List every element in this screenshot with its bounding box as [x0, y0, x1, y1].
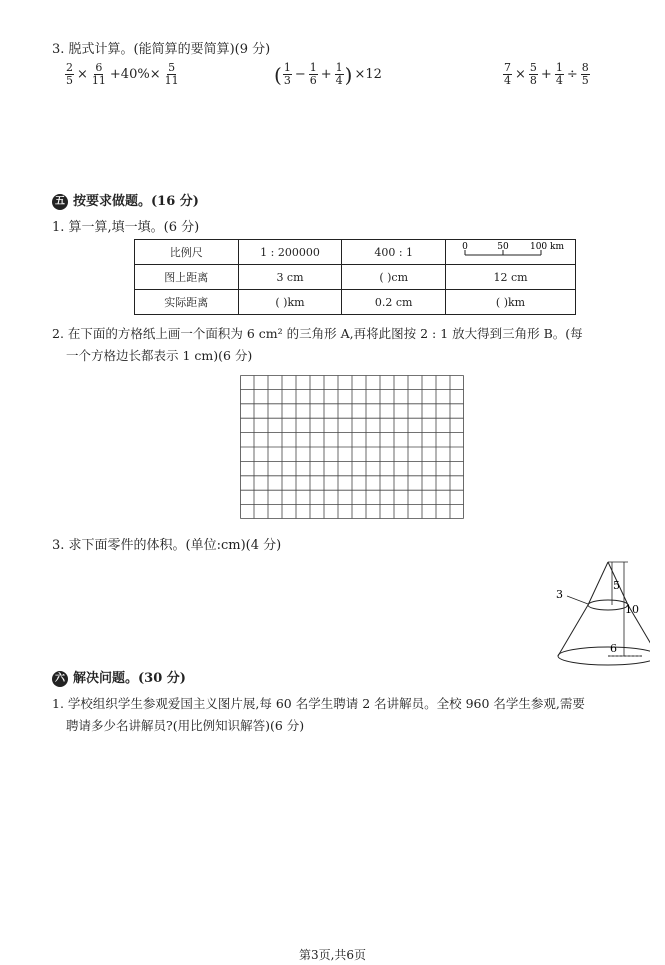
label-bottom-radius: 6 [610, 642, 617, 655]
section-badge: 六 [52, 671, 68, 687]
table-cell: ( )km [446, 290, 576, 315]
line-scale-cell [446, 240, 576, 265]
question-3-title: 3. 脱式计算。(能简算的要简算)(9 分) [52, 42, 271, 57]
problem-1-line2: 聘请多少名讲解员?(用比例知识解答)(6 分) [66, 718, 305, 733]
part-diagram [550, 556, 650, 670]
fraction: $\frac{1}{4}$ [555, 61, 563, 87]
table-cell: 1 : 200000 [238, 240, 342, 265]
expression-1: $\frac{2}{5}$ × $\frac{6}{11}$ +40%× $\frac{5}{11}$ [66, 61, 179, 87]
expression-3: $\frac{7}{4}$ × $\frac{5}{8}$ + $\frac{1}{4}$ ÷ $\frac{8}{5}$ [504, 61, 589, 87]
table-cell: ( )km [238, 290, 342, 315]
table-cell: 0.2 cm [342, 290, 446, 315]
label-upper-height: 5 [613, 579, 620, 592]
fraction: $\frac{5}{8}$ [529, 61, 537, 87]
scale-tick-label: 100 km [529, 241, 564, 252]
table-cell: 400 : 1 [342, 240, 446, 265]
question-2-line1: 2. 在下面的方格纸上画一个面积为 6 cm² 的三角形 A,再将此图按 2 : 1 放大得到三角形 B。(每 [52, 326, 583, 341]
problem-1-line1: 1. 学校组织学生参观爱国主义图片展,每 60 名学生聘请 2 名讲解员。全校 960 名学生参观,需要 [52, 696, 585, 711]
fraction: $\frac{1}{4}$ [335, 61, 343, 87]
page-footer: 第3页,共6页 [298, 948, 367, 962]
fraction: $\frac{6}{11}$ [91, 61, 106, 87]
table-cell: ( )cm [342, 265, 446, 290]
cone-edge [588, 562, 608, 605]
fraction: $\frac{1}{6}$ [309, 61, 317, 87]
fraction: $\frac{5}{11}$ [164, 61, 179, 87]
section-title: 按要求做题。(16 分) [73, 194, 199, 209]
expression-2: ( $\frac{1}{3}$ − $\frac{1}{6}$ + $\frac{1}{4}$ ) ×12 [274, 61, 382, 87]
question-3-volume-title: 3. 求下面零件的体积。(单位:cm)(4 分) [52, 538, 282, 553]
row-header: 实际距离 [135, 290, 239, 315]
table-cell: 3 cm [238, 265, 342, 290]
label-total-height: 10 [625, 603, 639, 616]
table-row [135, 265, 576, 290]
label-top-radius: 3 [556, 588, 563, 601]
section-badge: 五 [52, 194, 68, 210]
question-1-title: 1. 算一算,填一填。(6 分) [52, 220, 200, 235]
top-ellipse [588, 600, 628, 610]
scale-table [134, 239, 576, 315]
scale-tick-label: 50 [496, 241, 509, 252]
row-header: 图上距离 [135, 265, 239, 290]
fraction: $\frac{2}{5}$ [66, 61, 73, 87]
question-2-line2: 一个方格边长都表示 1 cm)(6 分) [66, 348, 253, 363]
section-5-heading [52, 190, 199, 210]
table-cell: 12 cm [446, 265, 576, 290]
grid-lines [241, 376, 464, 519]
section-6-heading [52, 667, 186, 687]
table-row [135, 240, 576, 265]
radius-leader [567, 596, 588, 604]
fraction: $\frac{8}{5}$ [581, 61, 589, 87]
scale-tick-label: 0 [461, 241, 468, 252]
section-title: 解决问题。(30 分) [73, 671, 186, 686]
fraction: $\frac{7}{4}$ [504, 61, 511, 87]
line-scale-svg [451, 241, 571, 261]
table-row [135, 290, 576, 315]
fraction: $\frac{1}{3}$ [283, 61, 291, 87]
row-header: 比例尺 [135, 240, 239, 265]
grid-paper[interactable] [240, 375, 464, 519]
